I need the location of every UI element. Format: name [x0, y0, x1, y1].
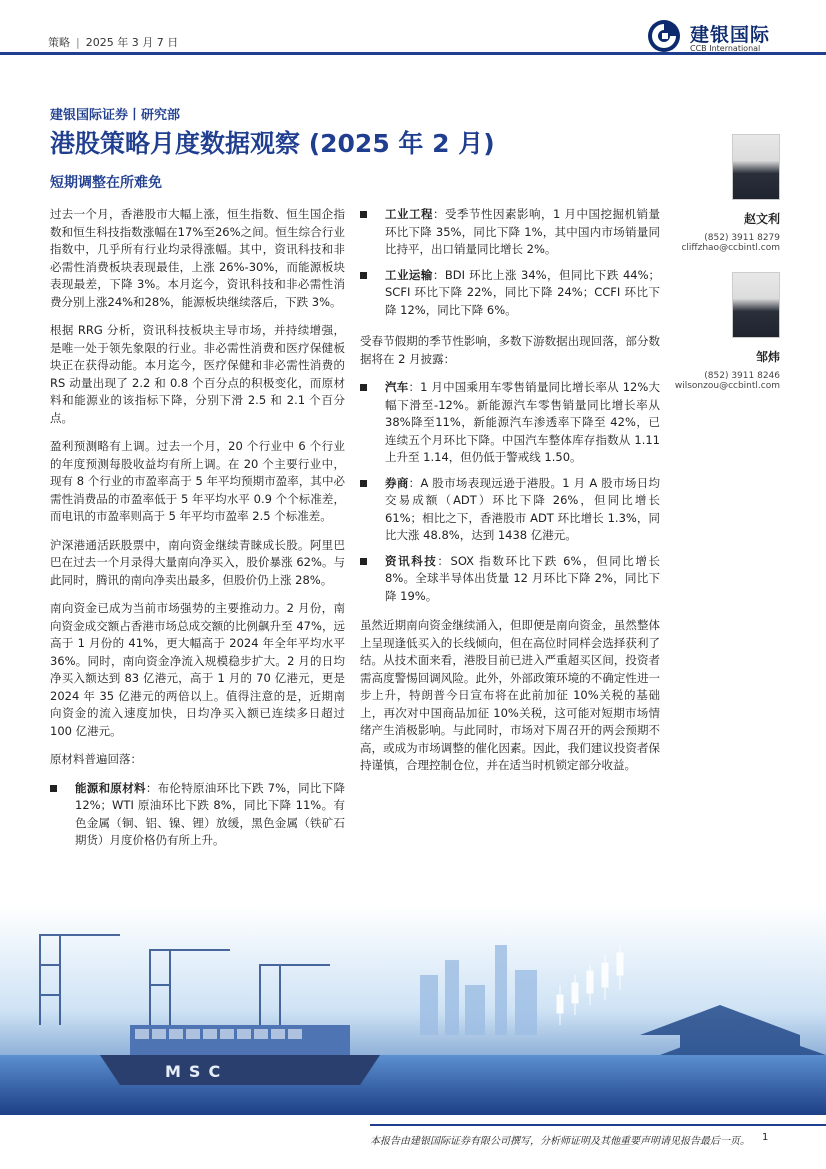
paragraph: 受春节假期的季节性影响，多数下游数据出现回落，部分数据将在 2 月披露：: [360, 334, 660, 366]
left-column: [50, 206, 345, 858]
analyst-name: 赵文利: [743, 212, 780, 226]
bullet-text: ：SOX 指数环比下跌 6%，但同比增长 8%。全球半导体出货量 12 月环比下降 2%，同比下降 19%。: [385, 553, 660, 603]
bullet-item: [360, 475, 660, 545]
ship-label: MSC: [165, 1062, 229, 1081]
analyst-card: [660, 272, 780, 391]
org-line: 建银国际证券丨研究部: [50, 108, 181, 123]
bullet-square-icon: [360, 558, 367, 565]
footer-rule: [370, 1124, 826, 1126]
bullet-label: 工业运输: [385, 267, 433, 282]
analyst-phone: (852) 3911 8246: [704, 371, 780, 381]
bullet-label: 资讯科技: [385, 553, 438, 568]
footer-disclaimer: 本报告由建银国际证券有限公司撰写，分析师证明及其他重要声明请见报告最后一页。: [370, 1136, 750, 1147]
bullet-item: [360, 379, 660, 467]
analyst-photo: [732, 134, 780, 200]
paragraph: 原材料普遍回落：: [50, 752, 142, 766]
paragraph: 盈利预测略有上调。过去一个月，20 个行业中 6 个行业的年度预测每股收益均有所上调。在 20 个主要行业中，现有 8 个行业的市盈率高于 5 年平均预期市盈率，其中必需性消费品的市盈率低于 5 年平均水平 0.9 个个标准差，而电讯的市盈率则高于 5 年平均市盈率 2.5 个标准差。: [50, 439, 345, 523]
bullet-item: [360, 206, 660, 259]
bullet-square-icon: [50, 785, 57, 792]
bullet-text: ：BDI 环比上涨 34%，但同比下跌 44%；SCFI 环比下降 22%，同比下降 24%；CCFI 环比下降 12%，同比下降 6%。: [385, 267, 661, 317]
page-number: 1: [762, 1132, 769, 1143]
logo-text: 建银国际: [690, 24, 771, 46]
port-banner-image: [0, 905, 826, 1115]
bullet-item: [50, 780, 345, 850]
bullet-item: [360, 267, 660, 320]
header-bar: [48, 34, 178, 50]
right-column: [360, 206, 660, 786]
bullet-square-icon: [360, 211, 367, 218]
bullet-text: ：1 月中国乘用车零售销量同比增长率从 12%大幅下滑至-12%。新能源汽车零售销量同比增长率从38%降至11%，新能源汽车渗透率下降至 42%，已连续五个月环比下降。中国汽车整体库存指数从 1.11 上升至 1.14，但仍低于警戒线 1.50。: [385, 380, 660, 464]
analyst-name: 邹炜: [755, 350, 780, 364]
bullet-label: 工业工程: [385, 207, 434, 221]
analyst-photo: [732, 272, 780, 338]
bullet-label: 汽车: [385, 380, 409, 394]
analyst-phone: (852) 3911 8279: [704, 233, 780, 243]
bullet-label: 券商: [385, 475, 409, 490]
port-illustration: [0, 905, 826, 1115]
bullet-text: ：布伦特原油环比下跌 7%，同比下降 12%；WTI 原油环比下跌 8%，同比下降 11%。有色金属（铜、铝、镍、锂）放缓，黑色金属（铁矿石期货）月度价格仍有所上升。: [75, 780, 346, 847]
bullet-text: ：受季节性因素影响，1 月中国挖掘机销量环比下降 35%，同比下降 1%，其中国内市场销量同比持平，出口销量同比增长 2%。: [385, 207, 660, 256]
paragraph: 南向资金已成为当前市场强势的主要推动力。2 月份，南向资金成交额占香港市场总成交额的比例飙升至 47%，远高于 1 月份的 41%，更大幅高于 2024 年全年平均水平 36%。同时，南向资金净流入规模稳步扩大。2 月的日均净买入额达到 83 亿港元，高于 1 月的 70 亿港元，更是 2024 年 35 亿港元的两倍以上。值得注意的是，近期南向资金的流入速度加快，日均净买入额已连续多日超过 100 亿港元。: [50, 601, 345, 738]
page-title: 港股策略月度数据观察 (2025 年 2 月): [50, 129, 495, 158]
header-section: 策略: [48, 36, 70, 49]
bullet-item: [360, 553, 660, 606]
analyst-card: [660, 134, 780, 253]
header-separator: |: [76, 36, 80, 49]
header-date: 2025 年 3 月 7 日: [85, 36, 179, 49]
analyst-email: cliffzhao@ccbintl.com: [681, 243, 780, 253]
logo-subtext: CCB International: [690, 44, 761, 53]
paragraph: 虽然近期南向资金继续涌入，但即便是南向资金，虽然整体上呈现逢低买入的长线倾向，但在高位时同样会选择获利了结。从技术面来看，港股目前已进入严重超买区间，投资者需高度警惕回调风险。此外，外部政策环境的不确定性进一步上升，特朗普今日宣布将在此前加征 10%关税的基础上，再次对中国商品加征 10%关税，这可能对短期市场情绪产生消极影响。与此同时，市场对下周召开的两会预期不高，或成为市场调整的催化因素。因此，我们建议投资者保持谨慎，合理控制仓位，并在适当时机锁定部分收益。: [360, 618, 660, 772]
analyst-email: wilsonzou@ccbintl.com: [674, 381, 780, 391]
bullet-square-icon: [360, 480, 367, 487]
bullet-text: ：A 股市场表现远逊于港股。1 月 A 股市场日均交易成额（ADT）环比下降 26%，但同比增长 61%；相比之下，香港股市 ADT 环比增长 1.3%，同比大涨 48.8%，达到 1438 亿港元。: [385, 475, 661, 542]
paragraph: 沪深港通活跃股票中，南向资金继续青睐成长股。阿里巴巴在过去一个月录得大量南向净买入，股价暴涨 62%。与此同时，腾讯的南向净卖出最多，但股价仍上涨 28%。: [50, 537, 345, 587]
paragraph: 过去一个月，香港股市大幅上涨，恒生指数、恒生国企指数和恒生科技指数涨幅在17%至26%之间。恒生综合行业指数中，几乎所有行业均录得涨幅。其中，资讯科技和非必需性消费板块表现最佳，上涨 26%-30%，而能源板块表现最差，下降 3%。本月迄今，资讯科技和非必需性消费分别上涨24%和28%，能源板块继续落后，下跌 3%。: [50, 207, 345, 309]
paragraph: 根据 RRG 分析，资讯科技板块主导市场，并持续增强，是唯一处于领先象限的行业。非必需性消费和医疗保健板块正在获得动能。本月迄今，医疗保健和非必需性消费的 RS 动量出现了 2.2 和 0.8 个百分点的积极变化，而原材料和能源业的该指标下降，分别下滑 2.5 和 2.1 个百分点。: [50, 323, 345, 425]
bullet-square-icon: [360, 384, 367, 391]
bullet-square-icon: [360, 272, 367, 279]
ccb-logo-icon: [646, 18, 684, 54]
bullet-label: 能源和原材料: [75, 780, 146, 795]
page-subtitle: 短期调整在所难免: [50, 175, 162, 191]
